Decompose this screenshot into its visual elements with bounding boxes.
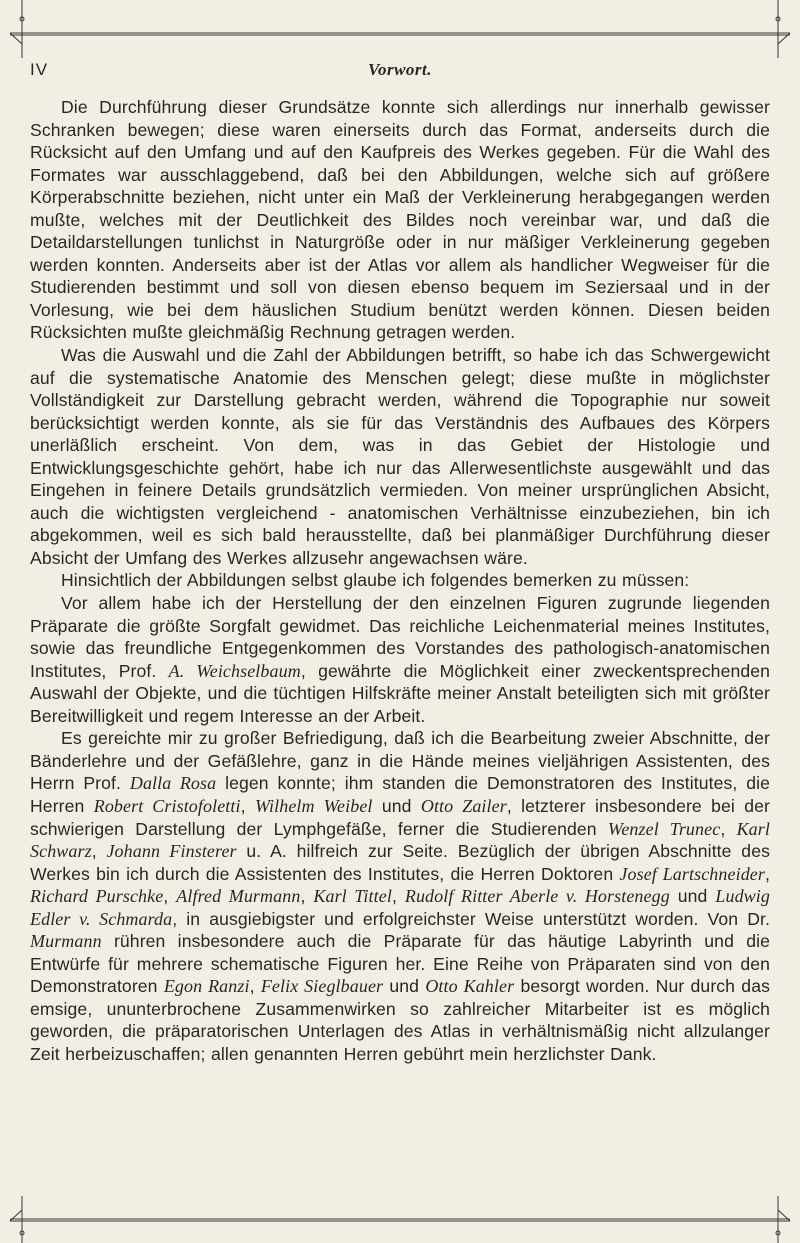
italic-name: Otto Kahler	[425, 976, 515, 997]
body-text	[30, 96, 770, 1066]
text-run: und	[669, 886, 716, 907]
italic-name: Alfred Murmann	[176, 886, 301, 907]
text-run: ,	[391, 886, 405, 907]
text-run: ,	[163, 886, 177, 907]
italic-name: Rudolf Ritter Aberle v. Horstenegg	[404, 886, 670, 907]
running-title: Vorwort.	[368, 60, 432, 79]
page-number: IV	[30, 60, 49, 79]
italic-name: Murmann	[30, 931, 102, 952]
text-run: ,	[720, 818, 737, 839]
text-run: rühren insbesondere auch die Präparate für das häutige Labyrinth und die Entwürfe für mehrere schematische Figuren her. Eine Reihe von Präparaten sind von den Demonstratoren	[30, 931, 770, 997]
text-run: , in ausgiebigster und erfolgreichster Weise unterstützt worden. Von Dr.	[172, 908, 771, 929]
text-run: Es gereichte mir zu großer Befriedigung, daß ich die Bearbeitung zweier Abschnitte, der Bänderlehre und der Gefäßlehre, ganz in die Hände meines vieljährigen Assistenten, des Herrn Prof.	[30, 728, 770, 794]
italic-name: Wilhelm Weibel	[254, 795, 373, 816]
page-header	[30, 60, 770, 90]
text-run: Was die Auswahl und die Zahl der Abbildungen betrifft, so habe ich das Schwergewicht auf die systematische Anatomie des Menschen gelegt; diese mußte in möglichster Vollständigkeit zur Darstellung gebracht werden, während die Topographie nur soweit berücksichtigt werden konnte, als sie für das Verständnis des Aufbaues des Körpers unerläßlich erscheint. Von dem, was in das Gebiet der Histologie und Entwicklungsgeschichte gehört, habe ich nur das Allerwesentlichste ausgewählt und das Eingehen in feinere Details grundsätzlich vermieden. Von meiner ursprünglichen Absicht, auch die wichtigsten vergleichend - anatomischen Verhältnisse einzubeziehen, bin ich abgekommen, weil es sich bald herausstellte, daß bei planmäßiger Durchführung dieser Absicht der Umfang des Werkes allzusehr angewachsen wäre.	[30, 345, 770, 568]
italic-name: Karl Schwarz	[30, 818, 770, 862]
italic-name: Egon Ranzi	[163, 976, 250, 997]
paragraph	[30, 727, 770, 1065]
text-run: ,	[240, 795, 255, 816]
text-run: und	[372, 795, 421, 816]
italic-name: A. Weichselbaum	[168, 660, 301, 681]
paragraph	[30, 592, 770, 727]
paragraph	[30, 344, 770, 569]
text-run: ,	[91, 841, 107, 862]
text-run: , letzterer insbesondere bei der schwierigen Darstellung der Lymphgefäße, ferner die Studierenden	[30, 795, 770, 839]
italic-name: Felix Sieglbauer	[260, 976, 384, 997]
text-run: ,	[765, 863, 770, 884]
text-run: besorgt worden. Nur durch das emsige, ununterbrochene Zusammenwirken so zahlreicher Mitarbeiter ist es möglich geworden, die präparatorischen Unterlagen des Atlas in verhältnismäßig nicht allzulanger Zeit herbeizuschaffen; allen genannten Herren gebührt mein herzlichster Dank.	[30, 976, 770, 1064]
text-run: und	[383, 976, 426, 997]
italic-name: Wenzel Trunec	[607, 818, 721, 839]
text-run: Die Durchführung dieser Grundsätze konnte sich allerdings nur innerhalb gewisser Schranken bewegen; diese waren einerseits durch das Format, anderseits durch die Rücksicht auf den Umfang und auf den Kaufpreis des Werkes gegeben. Für die Wahl des Formates war ausschlaggebend, daß bei den Abbildungen, welche sich auf größere Körperabschnitte beziehen, nicht unter ein Maß der Verkleinerung herabgegangen werden mußte, welches mit der Deutlichkeit des Bildes noch vereinbar war, und daß die Detaildarstellungen tunlichst in Naturgröße oder in nur mäßiger Verkleinerung gegeben werden konnten. Anderseits aber ist der Atlas vor allem als handlicher Wegweiser für die Studierenden bestimmt und soll von diesen ebenso bequem im Seziersaal und in der Vorlesung, wie bei dem häuslichen Studium benützt werden können. Diesen beiden Rücksichten mußte gleichmäßig Rechnung getragen werden.	[30, 97, 770, 343]
italic-name: Ludwig Edler v. Schmarda	[30, 886, 770, 929]
paragraph	[30, 569, 770, 592]
text-run: legen konnte; ihm standen die Demonstratoren des Institutes, die Herren	[30, 773, 770, 816]
text-run: ,	[300, 886, 314, 907]
text-run: ,	[249, 976, 261, 997]
italic-name: Johann Finsterer	[106, 841, 237, 862]
text-run: Vor allem habe ich der Herstellung der den einzelnen Figuren zugrunde liegenden Präparate die größte Sorgfalt gewidmet. Das reichliche Leichenmaterial meines Institutes, sowie das freundliche Entgegenkommen des Vorstandes des pathologisch-anatomischen Institutes, Prof.	[30, 593, 770, 681]
paragraph	[30, 96, 770, 344]
italic-name: Dalla Rosa	[129, 773, 217, 794]
italic-name: Josef Lartschneider	[619, 863, 765, 884]
text-run: Hinsichtlich der Abbildungen selbst glaube ich folgendes bemerken zu müssen:	[61, 570, 690, 591]
italic-name: Otto Zailer	[420, 795, 507, 816]
italic-name: Karl Tittel	[313, 886, 392, 907]
text-run: , gewährte die Möglichkeit einer zweckentsprechenden Auswahl der Objekte, und die tüchtigen Hilfskräfte meiner Anstalt beteiligten sich mit größter Bereitwilligkeit und regem Interesse an der Arbeit.	[30, 660, 770, 726]
italic-name: Robert Cristofoletti	[93, 795, 241, 816]
text-run: u. A. hilfreich zur Seite. Bezüglich der übrigen Abschnitte des Werkes bin ich durch die Assistenten des Institutes, die Herren Doktoren	[30, 841, 770, 884]
italic-name: Richard Purschke	[30, 886, 164, 907]
